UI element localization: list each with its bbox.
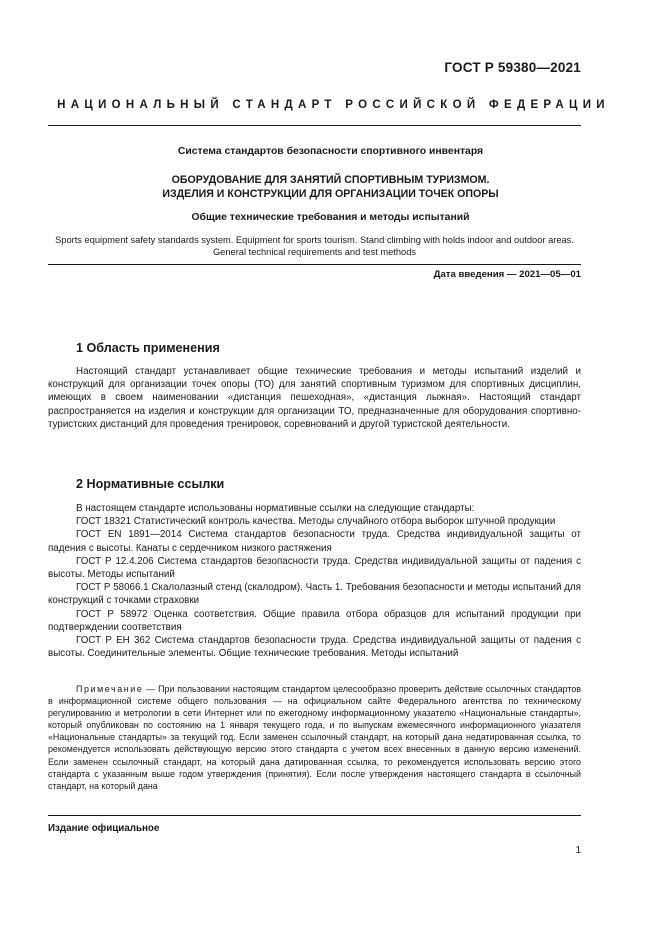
references-intro: В настоящем стандарте использованы нормативные ссылки на следующие стандарты: <box>76 503 475 514</box>
title-divider <box>48 264 581 265</box>
reference-item: ГОСТ EN 1891—2014 Система стандартов безопасности труда. Средства индивидуальной защиты от падения с высоты. Канаты с сердечником низкого растяжения <box>48 529 581 554</box>
document-main-title <box>0 173 661 201</box>
note-text: — При пользовании настоящим стандартом целесообразно проверить действие ссылочных стандартов в информационной системе общего пользования — на официальном сайте Федерального агентства по техническому регулированию и метрологии в сети Интернет или по ежегодному информационному указателю «Национальные стандарты», который опубликован по состоянию на 1 января текущего года, и по выпускам ежемесячного информационного указателя «Национальные стандарты» за текущий год. Если заменен ссылочный стандарт, на который дана недатированная ссылка, то рекомендуется использовать действующую версию этого стандарта с учетом всех внесенных в данную версию изменений. Если заменен ссылочный стандарт, на который дана датированная ссылка, то рекомендуется использовать версию этого стандарта с указанным выше годом утверждения (принятия). Если после утверждения настоящего стандарта в ссылочный стандарт, на который дана <box>48 684 581 791</box>
main-title-line-2: ИЗДЕЛИЯ И КОНСТРУКЦИИ ДЛЯ ОРГАНИЗАЦИИ ТОЧЕК ОПОРЫ <box>162 188 499 200</box>
english-title: Sports equipment safety standards system. Equipment for sports tourism. Stand climbing with holds indoor and outdoor areas. General technical requirements and test methods <box>55 235 574 258</box>
reference-item: ГОСТ Р ЕН 362 Система стандартов безопасности труда. Средства индивидуальной защиты от падения с высоты. Соединительные элементы. Общие технические требования. Методы испытаний <box>48 635 581 660</box>
document-subtitle: Общие технические требования и методы испытаний <box>191 212 470 223</box>
reference-item: ГОСТ Р 12.4.206 Система стандартов безопасности труда. Средства индивидуальной защиты от падения с высоты. Методы испытаний <box>48 555 581 581</box>
note-label: Примечание <box>76 684 144 694</box>
reference-item: ГОСТ 18321 Статистический контроль качества. Методы случайного отбора выборок штучной продукции <box>76 516 556 528</box>
references-note <box>48 683 581 792</box>
normative-references <box>48 502 581 660</box>
reference-item: ГОСТ Р 58066.1 Скалолазный стенд (скалодром). Часть 1. Требования безопасности и методы испытаний для конструкций с точками страховки <box>48 582 581 607</box>
footer-divider <box>48 815 581 816</box>
page-number: 1 <box>575 845 581 856</box>
section-2-heading: 2 Нормативные ссылки <box>76 477 225 491</box>
standard-number: ГОСТ Р 59380—2021 <box>444 60 581 75</box>
section-1-heading: 1 Область применения <box>76 341 220 355</box>
section-1-text: Настоящий стандарт устанавливает общие технические требования и методы испытаний изделий и конструкций для организации точек опоры (ТО) для занятий спортивным туризмом для спортивных дисциплин, имеющих в своем наименовании «дистанция пешеходная», «дистанция лыжная». Настоящий стандарт распространяется на изделия и конструкции для организации ТО, предназначенные для оборудования спортивно-туристских дистанций для проведения тренировок, соревнований и другой туристской деятельности. <box>48 366 581 430</box>
standards-system-title: Система стандартов безопасности спортивного инвентаря <box>177 146 484 157</box>
official-edition-label: Издание официальное <box>48 823 160 834</box>
national-standard-heading: НАЦИОНАЛЬНЫЙ СТАНДАРТ РОССИЙСКОЙ ФЕДЕРАЦИИ <box>57 99 610 111</box>
header-divider <box>48 125 581 126</box>
reference-item: ГОСТ Р 58972 Оценка соответствия. Общие правила отбора образцов для испытаний продукции при подтверждении соответствия <box>48 608 581 633</box>
main-title-line-1: ОБОРУДОВАНИЕ ДЛЯ ЗАНЯТИЙ СПОРТИВНЫМ ТУРИЗМОМ. <box>171 174 490 186</box>
section-1-paragraph <box>48 365 581 431</box>
introduction-date: Дата введения — 2021—05—01 <box>433 269 581 280</box>
